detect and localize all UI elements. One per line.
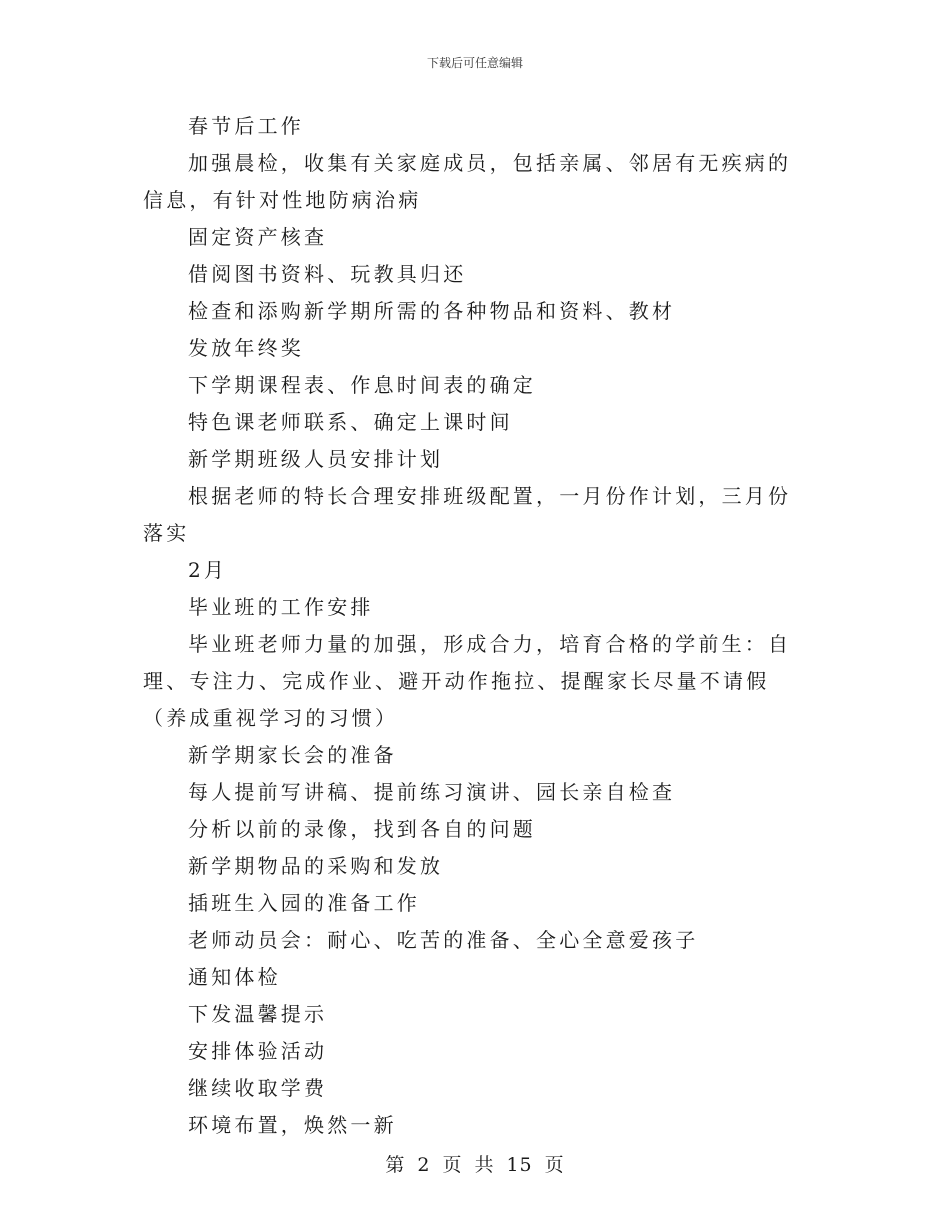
- paragraph: 新学期家长会的准备: [188, 743, 397, 767]
- paragraph: 检查和添购新学期所需的各种物品和资料、教材: [188, 299, 676, 323]
- paragraph: 借阅图书资料、玩教具归还: [188, 262, 467, 286]
- paragraph: 插班生入园的准备工作: [188, 891, 420, 915]
- paragraph: 新学期物品的采购和发放: [188, 854, 444, 878]
- footer-prefix: 第: [385, 1154, 406, 1176]
- paragraph: 2月: [188, 558, 228, 582]
- paragraph: 每人提前写讲稿、提前练习演讲、园长亲自检查: [188, 780, 676, 804]
- paragraph: 特色课老师联系、确定上课时间: [188, 410, 513, 434]
- footer-total-prefix: 共: [474, 1154, 495, 1176]
- paragraph: 分析以前的录像，找到各自的问题: [188, 817, 536, 841]
- paragraph: 下发温馨提示: [188, 1002, 328, 1026]
- page-footer: [0, 1150, 950, 1177]
- paragraph: 加强晨检，收集有关家庭成员，包括亲属、邻居有无疾病的信息，有针对性地防病治病: [143, 151, 792, 212]
- paragraph: 固定资产核查: [188, 225, 328, 249]
- paragraph: 下学期课程表、作息时间表的确定: [188, 373, 536, 397]
- page-header: 下载后可任意编辑: [426, 56, 523, 70]
- paragraph: 老师动员会：耐心、吃苦的准备、全心全意爱孩子: [188, 928, 699, 952]
- document-body: [143, 108, 813, 1144]
- footer-page-word: 页: [442, 1154, 463, 1176]
- paragraph: 春节后工作: [188, 114, 304, 138]
- total-pages-number: 15: [506, 1154, 533, 1176]
- paragraph: 毕业班的工作安排: [188, 595, 374, 619]
- paragraph: 通知体检: [188, 965, 281, 989]
- paragraph: 新学期班级人员安排计划: [188, 447, 444, 471]
- current-page-number: 2: [417, 1154, 431, 1176]
- paragraph: 继续收取学费: [188, 1076, 328, 1100]
- paragraph: 环境布置，焕然一新: [188, 1113, 397, 1137]
- paragraph: 安排体验活动: [188, 1039, 328, 1063]
- paragraph: 发放年终奖: [188, 336, 304, 360]
- paragraph: 毕业班老师力量的加强，形成合力，培育合格的学前生：自理、专注力、完成作业、避开动作拖拉、提醒家长尽量不请假（养成重视学习的习惯）: [143, 632, 792, 730]
- paragraph: 根据老师的特长合理安排班级配置，一月份作计划，三月份落实: [143, 484, 792, 545]
- footer-suffix: 页: [544, 1154, 565, 1176]
